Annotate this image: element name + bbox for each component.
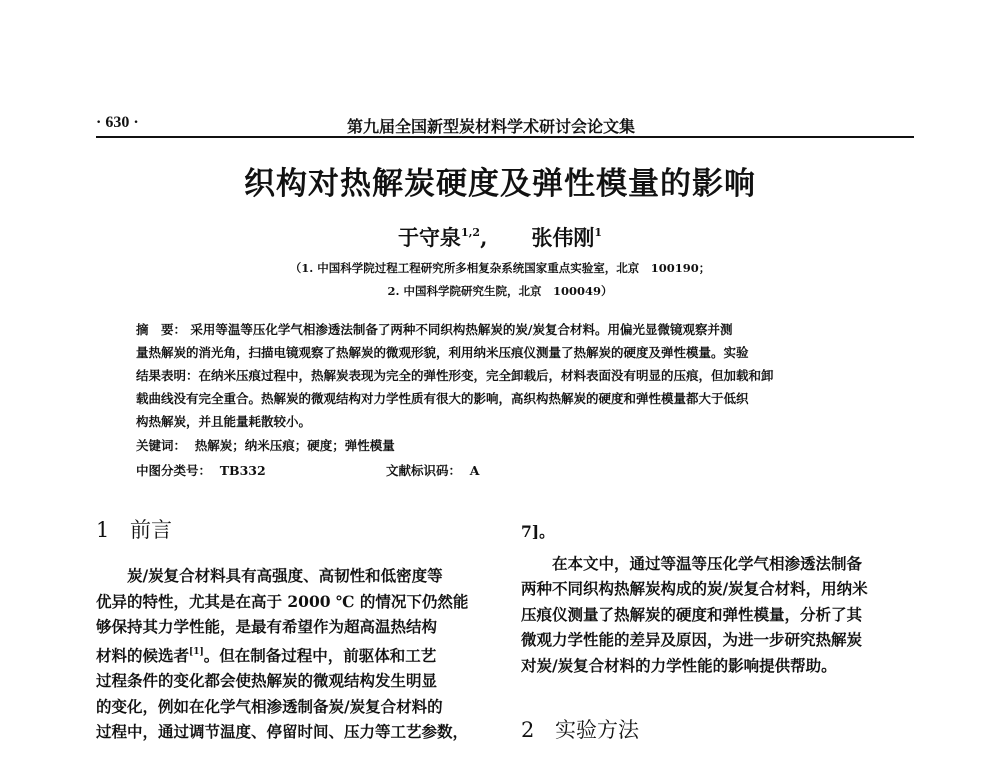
section-heading-2 [521, 714, 639, 744]
citation-mark: [1] [189, 646, 204, 657]
right-column-text [521, 519, 921, 678]
running-title: 第九届全国新型炭材料学术研讨会论文集 [347, 117, 636, 136]
section-heading-1 [96, 514, 172, 544]
paragraph-line: 微观力学性能的差异及原因，为进一步研究热解炭 [521, 630, 863, 649]
paragraph-line: 在本文中，通过等温等压化学气相渗透法制备 [521, 553, 863, 573]
abstract-line [136, 318, 876, 341]
paragraph-line: 7]。 [521, 522, 555, 541]
section-title: 实验方法 [555, 718, 639, 742]
abstract-line: 构热解炭，并且能量耗散较小。 [136, 414, 312, 429]
line-text: 。但在制备过程中，前驱体和工艺 [203, 645, 437, 665]
author-name: 于守泉 [397, 225, 461, 250]
clc-label: 中图分类号： [136, 463, 212, 478]
keywords [136, 436, 395, 454]
paragraph-line: 过程中，通过调节温度、停留时间、压力等工艺参数， [96, 722, 469, 741]
affiliation-line: 2. 中国科学院研究生院，北京 100049） [387, 284, 613, 298]
author-line: 于守泉$^{1,2}$, 张伟刚$^1$ [397, 225, 603, 250]
section-number: 2 [521, 718, 535, 742]
author-affil-mark: 1,2 [460, 226, 481, 239]
section-number: 1 [96, 518, 110, 542]
author-affil-mark: 1 [594, 226, 603, 239]
paragraph-line: 炭/炭复合材料具有高强度、高韧性和低密度等 [96, 566, 443, 585]
doc-code-label: 文献标识码： [386, 463, 462, 478]
affiliation-line: （1. 中国科学院过程工程研究所多相复杂系统国家重点实验室，北京 100190； [289, 261, 711, 275]
paragraph-line: 优异的特性，尤其是在高于 2000 ℃ 的情况下仍然能 [96, 591, 469, 611]
abstract-line: 结果表明：在纳米压痕过程中，热解炭表现为完全的弹性形变，完全卸载后，材料表面没有明显的压痕，但加载和卸 [136, 368, 774, 383]
left-column-text [96, 563, 506, 745]
section-title: 前言 [130, 518, 172, 542]
page-number: · 630 · [96, 114, 139, 131]
paper-title: 织构对热解炭硬度及弹性模量的影响 [244, 166, 756, 202]
keywords-value: 热解炭；纳米压痕；硬度；弹性模量 [194, 438, 395, 453]
abstract-line: 量热解炭的消光角，扫描电镜观察了热解炭的微观形貌，利用纳米压痕仪测量了热解炭的硬度及弹性模量。实验 [136, 345, 749, 360]
keywords-label: 关键词： [136, 438, 187, 453]
paragraph-line: 够保持其力学性能，是最有希望作为超高温热结构 [96, 617, 438, 636]
header-rule [96, 136, 914, 138]
line-text: 材料的候选者 [96, 645, 190, 665]
paragraph-line: 对炭/炭复合材料的力学性能的影响提供帮助。 [521, 655, 837, 675]
author-name: 张伟刚 [531, 225, 595, 250]
abstract-label: 摘 要： [136, 322, 187, 337]
doc-code-value: A [469, 463, 480, 478]
paragraph-line: 过程条件的变化都会使热解炭的微观结构发生明显 [96, 671, 438, 690]
document-code [386, 461, 479, 479]
clc-value: TB332 [219, 463, 266, 478]
abstract-text: 采用等温等压化学气相渗透法制备了两种不同织构热解炭的炭/炭复合材料。用偏光显微镜观察并测 [190, 322, 733, 337]
paragraph-line [96, 640, 506, 669]
paragraph-line: 压痕仪测量了热解炭的硬度和弹性模量，分析了其 [521, 604, 863, 624]
classification [136, 461, 266, 479]
paragraph-line: 的变化，例如在化学气相渗透制备炭/炭复合材料的 [96, 696, 443, 716]
abstract-line: 载曲线没有完全重合。热解炭的微观结构对力学性质有很大的影响，高织构热解炭的硬度和弹性模量都大于低织 [136, 391, 749, 406]
abstract [136, 318, 876, 433]
paragraph-line: 两种不同织构热解炭构成的炭/炭复合材料，用纳米 [521, 579, 868, 598]
